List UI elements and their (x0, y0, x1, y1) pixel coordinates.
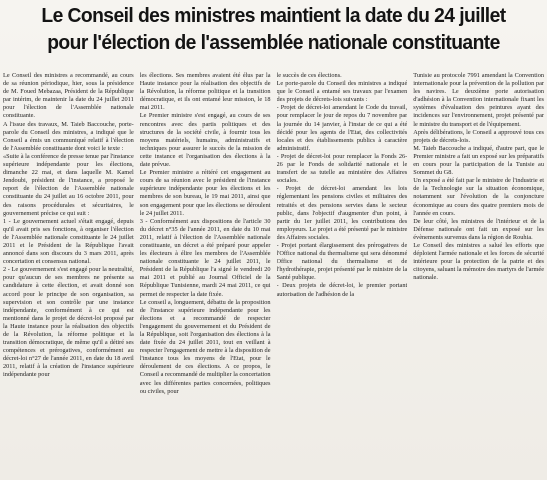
paragraph: - Projet portant élargissement des prérogatives de l'Office national du thermalisme qui sera dénommé Office national du thermalisme et de l'hydrothérapie, projet présenté par le ministre de la Santé publique. (276, 241, 408, 282)
paragraph: Tunisie au protocole 7991 amendant la Convention internationale pour la prévention de la pollution par les navires. Le deuxième porte autorisation d'adhésion à la Convention internationale fixant les systèmes d'évaluation des peintures ayant des incidences sur l'environnement, projet présenté par le ministre du transport et de l'équipement. (413, 72, 544, 128)
headline-line-2: pour l'élection de l'assemblée nationale constituante (47, 31, 500, 54)
paragraph: - Projet de décret-loi amendant les lois réglementant les pensions civiles et militaires des retraités et des pensions servies dans le secteur public, dans l'objectif d'augmenter d'un point, à partir du 1er juillet 2011, les contributions des employeurs. Le projet a été présenté par le ministre des Affaires sociales. (276, 185, 408, 241)
text-column-4 (413, 72, 544, 480)
article-body (3, 72, 544, 480)
paragraph: le succès de ces élections. (276, 72, 342, 79)
paragraph: Le Premier ministre s'est engagé, au cours de ses rencontres avec des partis politiques et des structures de la société civile, à fournir tous les moyens matériels, humains, administratifs et techniques pour assurer le succès de la mission de cette instance et l'organisation des élections à la date prévue. (139, 112, 271, 169)
text-column-3 (277, 72, 408, 480)
paragraph: 3 - Conformément aux dispositions de l'article 30 du décret n°35 de l'année 2011, en date du 10 mai 2011, relatif à l'élection de l'Assemblée nationale constituante, un décret a été préparé pour appeler les électeurs à élire les membres de l'Assemblée nationale constituante le 24 juillet 2011, le Président de la République l'a signé le vendredi 20 mai 2011 et publié au Journal Officiel de la République Tunisienne, mardi 24 mai 2011, ce qui permet de respecter la date fixée. (139, 217, 271, 298)
paragraph: - Deux projets de décret-loi, le premier portant autorisation de l'adhésion de la (276, 282, 408, 298)
paragraph: Après délibérations, le Conseil a approuvé tous ces projets de décrets-lois. (413, 128, 544, 144)
paragraph: - Projet de décret-loi amendant le Code du travail, pour remplacer le jour de repos du 7 novembre par la journée du 14 janvier, à l'instar de ce qui a été décidé pour les agents de l'Etat, des collectivités locales et des établissements publics à caractère administratif. (276, 104, 408, 152)
headline-line-1: Le Conseil des ministres maintient la date du 24 juillet (41, 4, 506, 27)
text-column-2 (140, 72, 271, 480)
paragraph: A l'issue des travaux, M. Taieb Baccouche, porte-parole du Conseil des ministres, a indiqué que le Conseil a émis un communiqué relatif à l'élection de l'Assemblée constituante dont voici le texte : (3, 120, 134, 152)
paragraph: De leur côté, les ministres de l'intérieur et de la Défense nationale ont fait un exposé sur les évènements survenus dans la région de Rouhia. (413, 217, 544, 241)
paragraph: les élections. Ses membres avaient été élus par la Haute instance pour la réalisation des objectifs de la Révolution, la réforme politique et la transition démocratique, et ils ont entamé leur mission, le 18 mai 2011. (139, 72, 271, 112)
paragraph: «Suite à la conférence de presse tenue par l'instance supérieure indépendante pour les élections, dimanche 22 mai, et dans laquelle M. Kamel Jendoubi, président de l'instance, a proposé le report de l'élection de l'Assemblée nationale constituante du 24 juillet au 16 octobre 2011, pour des raisons procédurales et sécuritaires, le gouvernement précise ce qui suit : (3, 152, 134, 217)
paragraph: Le Conseil des ministres a salué les efforts que déploient l'armée nationale et les forces de sécurité intérieure pour la protection de la patrie et des citoyens, saluant la mémoire des martyrs de l'armée nationale. (413, 241, 544, 282)
paragraph: Le Conseil des ministres a recommandé, au cours de sa réunion périodique, hier, sous la présidence de M. Foued Mebazaa, Président de la République par intérim, de maintenir la date du 24 juillet 2011 pour l'élection de l'Assemblée nationale constituante. (3, 72, 134, 120)
paragraph: Le Premier ministre a réitéré cet engagement au cours de sa réunion avec le président de l'instance supérieure indépendante pour les élections et les membres de son bureau, le 19 mai 2011, ainsi que son engagement pour que les élections se déroulent le 24 juillet 2011. (139, 169, 271, 217)
paragraph: 2 - Le gouvernement s'est engagé pour la neutralité, pour qu'aucun de ses membres ne présente sa candidature à cette élection, et avait donné son accord pour le principe de son organisation, sa supervision et son contrôle par une instance indépendante, conformément à ce qui est mentionné dans le projet de décret-loi proposé par la Haute instance pour la réalisation des objectifs de la Révolution, la réforme politique et la transition démocratique, de même qu'il a détiré ses compétences et prérogatives, conformément au décret-loi n°27 de l'année 2011, en date du 18 avril 2011, relatif à la création de l'instance supérieure indépendante pour (3, 266, 134, 379)
article-headline (16, 2, 530, 56)
paragraph: - Projet de décret-loi pour remplacer la Fonds 26-26 par le Fonds de solidarité nationale et le transfert de sa tutelle au ministère des Affaires sociales. (276, 152, 408, 185)
paragraph: M. Taieb Baccouche a indiqué, d'autre part, que le Premier ministre a fait un exposé sur les préparatifs en cours pour la participation de la Tunisie au Sommet du G8. (413, 144, 544, 177)
paragraph: Un exposé a été fait par le ministre de l'industrie et de la Technologie sur la situation économique, notamment sur l'évolution de la conjoncture économique au cours des quatre premiers mois de l'année en cours. (413, 177, 544, 217)
paragraph: Le porte-parole du Conseil des ministres a indiqué que le Conseil a entamé ses travaux par l'examen des projets de décrets-lois suivants : (276, 80, 408, 104)
paragraph: 1 - Le gouvernement actuel s'était engagé, depuis qu'il avait pris ses fonctions, à organiser l'élection de l'Assemblée nationale constituante le 24 juillet 2011 et le Président de la République l'avait annoncé dans son discours du 3 mars 2011, après concertation et consensus national. (3, 217, 134, 266)
text-column-1 (3, 72, 134, 480)
paragraph: Le conseil a, longuement, débattu de la proposition de l'instance supérieure indépendante pour les élections et a recommandé de respecter l'engagement du gouvernement et du Président de la République, soit l'organisation des élections à la date fixée du 24 juillet 2011, tout en veillant à respecter l'engagement de mettre à la disposition de l'instance tous les moyens de l'Etat, pour le déroulement de ces élections. A ce propos, le Conseil a recommandé de multiplier la concertation avec les différentes parties concernées, politiques ou civiles, pour (139, 298, 271, 395)
